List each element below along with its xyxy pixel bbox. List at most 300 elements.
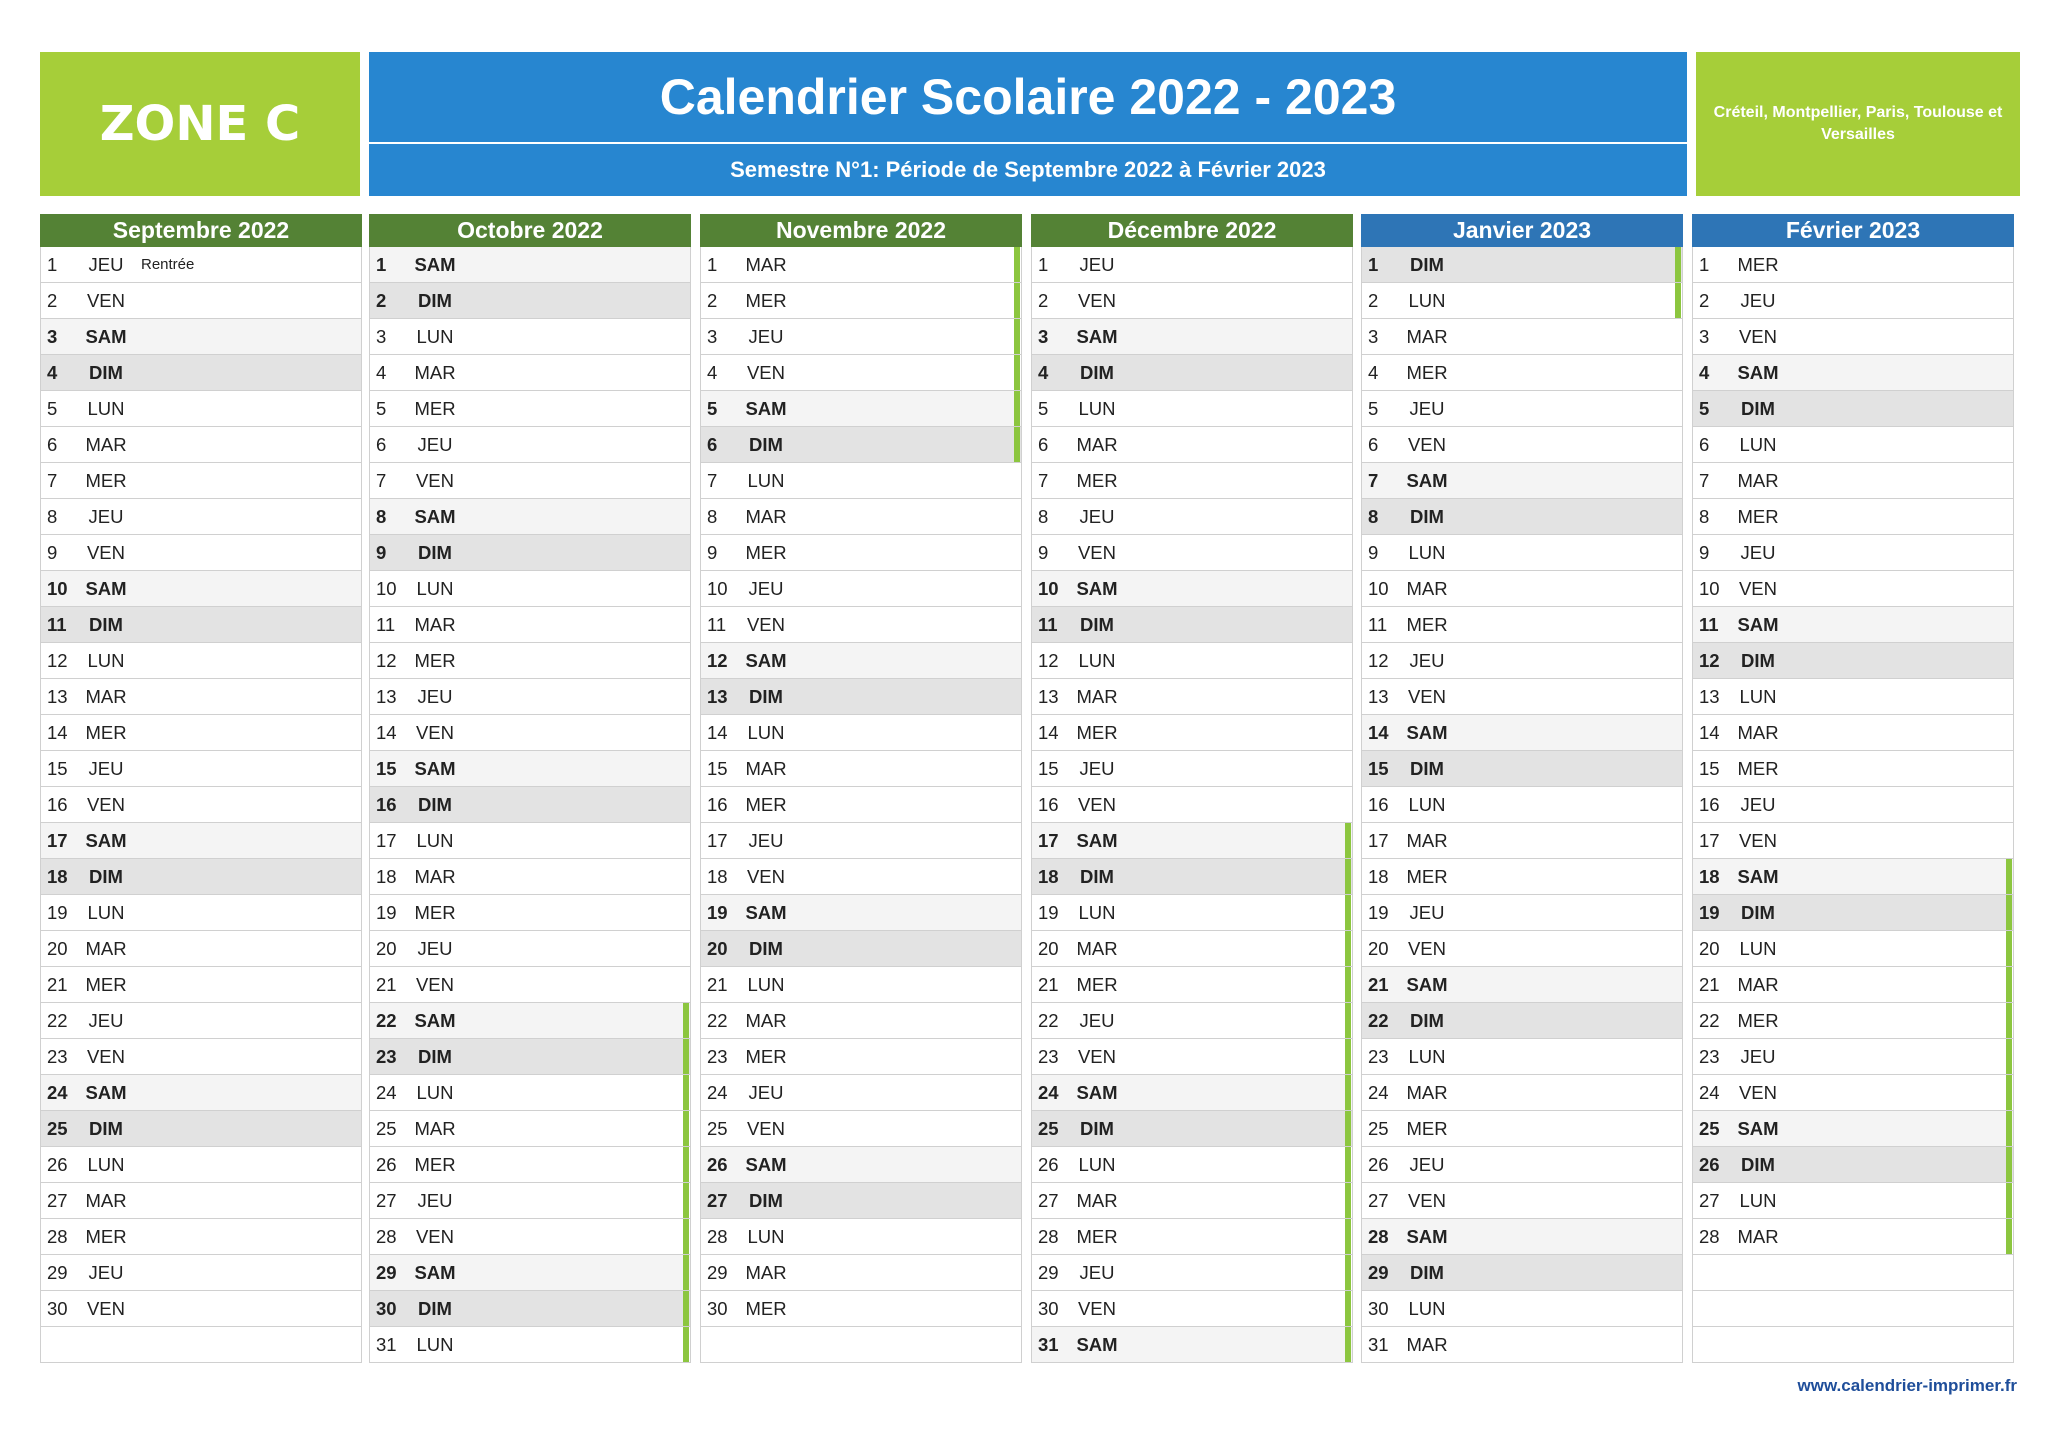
weekday-label: SAM bbox=[1076, 325, 1118, 347]
day-number: 14 bbox=[707, 721, 728, 743]
day-row bbox=[701, 894, 1021, 930]
day-row bbox=[701, 858, 1021, 894]
day-number: 14 bbox=[1699, 721, 1720, 743]
day-row bbox=[370, 822, 690, 858]
day-number: 12 bbox=[376, 649, 397, 671]
weekday-label: VEN bbox=[415, 721, 455, 743]
day-number: 28 bbox=[1368, 1225, 1389, 1247]
day-number: 17 bbox=[376, 829, 397, 851]
day-number: 19 bbox=[1699, 901, 1720, 923]
day-number: 19 bbox=[47, 901, 68, 923]
weekday-label: LUN bbox=[747, 469, 785, 491]
weekday-label: MAR bbox=[1737, 1225, 1779, 1247]
weekday-label: DIM bbox=[89, 361, 123, 383]
weekday-label: MER bbox=[745, 1045, 787, 1067]
day-row bbox=[1693, 1182, 2013, 1218]
day-number: 20 bbox=[47, 937, 68, 959]
day-row bbox=[1693, 498, 2013, 534]
day-row bbox=[1693, 678, 2013, 714]
day-number: 13 bbox=[1038, 685, 1059, 707]
day-row bbox=[370, 462, 690, 498]
day-row bbox=[1362, 1254, 1682, 1290]
day-row bbox=[1693, 822, 2013, 858]
day-row bbox=[1693, 1290, 2013, 1326]
month-header: Octobre 2022 bbox=[369, 214, 691, 247]
day-row bbox=[41, 858, 361, 894]
weekday-label: VEN bbox=[1407, 685, 1447, 707]
day-row bbox=[370, 390, 690, 426]
weekday-label: MAR bbox=[1406, 577, 1448, 599]
day-row bbox=[1693, 247, 2013, 282]
day-number: 8 bbox=[707, 505, 718, 527]
weekday-label: LUN bbox=[1739, 1189, 1777, 1211]
day-row bbox=[701, 714, 1021, 750]
weekday-label: LUN bbox=[747, 721, 785, 743]
day-number: 1 bbox=[47, 253, 58, 275]
day-note: Rentrée bbox=[141, 256, 195, 273]
day-row bbox=[1693, 966, 2013, 1002]
day-row bbox=[1693, 462, 2013, 498]
day-row bbox=[1362, 426, 1682, 462]
day-row bbox=[1362, 642, 1682, 678]
month-column bbox=[1692, 214, 2014, 1363]
day-number: 5 bbox=[1368, 397, 1379, 419]
day-number: 29 bbox=[47, 1261, 68, 1283]
weekday-label: LUN bbox=[416, 325, 454, 347]
day-row bbox=[1362, 858, 1682, 894]
weekday-label: MAR bbox=[1406, 1081, 1448, 1103]
day-number: 3 bbox=[707, 325, 718, 347]
day-number: 4 bbox=[1368, 361, 1379, 383]
day-row bbox=[1362, 966, 1682, 1002]
day-row bbox=[41, 247, 361, 282]
weekday-label: LUN bbox=[1078, 649, 1116, 671]
day-row bbox=[370, 1110, 690, 1146]
weekday-label: MER bbox=[745, 541, 787, 563]
day-number: 27 bbox=[1699, 1189, 1720, 1211]
day-number: 2 bbox=[47, 289, 58, 311]
weekday-label: JEU bbox=[88, 1009, 124, 1031]
day-row bbox=[1032, 1146, 1352, 1182]
day-number: 31 bbox=[1368, 1333, 1389, 1355]
day-number: 6 bbox=[1368, 433, 1379, 455]
day-row bbox=[1693, 642, 2013, 678]
weekday-label: DIM bbox=[1741, 1153, 1775, 1175]
day-row bbox=[370, 1146, 690, 1182]
day-list bbox=[1361, 247, 1683, 1363]
day-row bbox=[370, 570, 690, 606]
day-number: 22 bbox=[47, 1009, 68, 1031]
day-number: 18 bbox=[707, 865, 728, 887]
day-number: 21 bbox=[1038, 973, 1059, 995]
day-number: 17 bbox=[47, 829, 68, 851]
day-row bbox=[1362, 1038, 1682, 1074]
day-row bbox=[41, 750, 361, 786]
weekday-label: MAR bbox=[745, 253, 787, 275]
day-row bbox=[701, 1110, 1021, 1146]
day-row bbox=[1693, 282, 2013, 318]
day-row bbox=[701, 1038, 1021, 1074]
day-row bbox=[1693, 1218, 2013, 1254]
day-row bbox=[41, 822, 361, 858]
day-number: 12 bbox=[707, 649, 728, 671]
day-row bbox=[41, 390, 361, 426]
day-number: 12 bbox=[1699, 649, 1720, 671]
day-row bbox=[1362, 894, 1682, 930]
day-number: 16 bbox=[707, 793, 728, 815]
day-row bbox=[1362, 678, 1682, 714]
day-number: 11 bbox=[376, 613, 396, 635]
weekday-label: SAM bbox=[1076, 829, 1118, 851]
day-row bbox=[41, 462, 361, 498]
day-row bbox=[1693, 1074, 2013, 1110]
day-number: 1 bbox=[1368, 253, 1379, 275]
weekday-label: MAR bbox=[1406, 325, 1448, 347]
day-number: 14 bbox=[376, 721, 397, 743]
weekday-label: VEN bbox=[86, 1297, 126, 1319]
weekday-label: MER bbox=[745, 1297, 787, 1319]
zone-cities: Créteil, Montpellier, Paris, Toulouse et Versailles bbox=[1696, 52, 2020, 196]
day-number: 1 bbox=[1038, 253, 1049, 275]
weekday-label: DIM bbox=[1080, 865, 1114, 887]
day-row bbox=[41, 966, 361, 1002]
weekday-label: JEU bbox=[88, 505, 124, 527]
weekday-label: LUN bbox=[87, 901, 125, 923]
day-row bbox=[1032, 1254, 1352, 1290]
day-number: 23 bbox=[707, 1045, 728, 1067]
weekday-label: MER bbox=[1737, 1009, 1779, 1031]
weekday-label: DIM bbox=[749, 1189, 783, 1211]
day-number: 14 bbox=[1368, 721, 1389, 743]
weekday-label: MER bbox=[1076, 721, 1118, 743]
day-number: 25 bbox=[707, 1117, 728, 1139]
weekday-label: SAM bbox=[85, 325, 127, 347]
day-row bbox=[1032, 642, 1352, 678]
weekday-label: DIM bbox=[1741, 649, 1775, 671]
weekday-label: LUN bbox=[1739, 685, 1777, 707]
day-row bbox=[1362, 786, 1682, 822]
weekday-label: DIM bbox=[749, 685, 783, 707]
weekday-label: JEU bbox=[1740, 1045, 1776, 1067]
weekday-label: VEN bbox=[415, 469, 455, 491]
title-banner bbox=[369, 52, 1687, 196]
day-row bbox=[701, 354, 1021, 390]
weekday-label: SAM bbox=[414, 505, 456, 527]
day-row bbox=[370, 606, 690, 642]
weekday-label: DIM bbox=[1741, 901, 1775, 923]
day-row bbox=[1693, 858, 2013, 894]
day-row bbox=[1693, 894, 2013, 930]
day-number: 29 bbox=[1038, 1261, 1059, 1283]
day-row bbox=[41, 354, 361, 390]
day-number: 7 bbox=[1368, 469, 1379, 491]
day-number: 22 bbox=[376, 1009, 397, 1031]
day-row bbox=[1032, 1038, 1352, 1074]
day-row bbox=[701, 822, 1021, 858]
day-number: 9 bbox=[1038, 541, 1049, 563]
day-row bbox=[1362, 1002, 1682, 1038]
day-row bbox=[701, 534, 1021, 570]
weekday-label: MER bbox=[1406, 361, 1448, 383]
weekday-label: LUN bbox=[416, 829, 454, 851]
weekday-label: VEN bbox=[746, 1117, 786, 1139]
day-number: 15 bbox=[1038, 757, 1059, 779]
weekday-label: VEN bbox=[1738, 325, 1778, 347]
day-number: 18 bbox=[1368, 865, 1389, 887]
day-number: 5 bbox=[1699, 397, 1710, 419]
day-row bbox=[41, 606, 361, 642]
day-number: 27 bbox=[1038, 1189, 1059, 1211]
day-number: 2 bbox=[1699, 289, 1710, 311]
weekday-label: JEU bbox=[417, 1189, 453, 1211]
day-row bbox=[1693, 1254, 2013, 1290]
day-number: 10 bbox=[1368, 577, 1389, 599]
weekday-label: LUN bbox=[1078, 901, 1116, 923]
day-number: 3 bbox=[376, 325, 387, 347]
day-number: 16 bbox=[1699, 793, 1720, 815]
weekday-label: VEN bbox=[86, 289, 126, 311]
day-number: 5 bbox=[707, 397, 718, 419]
day-row bbox=[1693, 606, 2013, 642]
day-row bbox=[41, 1110, 361, 1146]
month-header: Novembre 2022 bbox=[700, 214, 1022, 247]
weekday-label: MAR bbox=[85, 685, 127, 707]
weekday-label: MAR bbox=[1406, 1333, 1448, 1355]
day-row bbox=[1362, 498, 1682, 534]
day-number: 5 bbox=[47, 397, 58, 419]
day-row bbox=[701, 498, 1021, 534]
day-number: 17 bbox=[1038, 829, 1059, 851]
day-number: 5 bbox=[376, 397, 387, 419]
weekday-label: MER bbox=[1737, 253, 1779, 275]
weekday-label: MAR bbox=[745, 505, 787, 527]
day-row bbox=[1362, 570, 1682, 606]
weekday-label: LUN bbox=[416, 1081, 454, 1103]
day-number: 26 bbox=[707, 1153, 728, 1175]
day-number: 23 bbox=[47, 1045, 68, 1067]
day-row bbox=[370, 642, 690, 678]
weekday-label: DIM bbox=[1410, 1009, 1444, 1031]
weekday-label: SAM bbox=[1406, 469, 1448, 491]
day-row bbox=[370, 1290, 690, 1326]
day-number: 13 bbox=[1699, 685, 1720, 707]
weekday-label: VEN bbox=[415, 1225, 455, 1247]
day-row bbox=[41, 930, 361, 966]
weekday-label: SAM bbox=[1737, 1117, 1779, 1139]
day-number: 27 bbox=[376, 1189, 397, 1211]
weekday-label: VEN bbox=[1407, 937, 1447, 959]
day-number: 27 bbox=[707, 1189, 728, 1211]
day-row bbox=[1032, 462, 1352, 498]
weekday-label: JEU bbox=[1079, 1009, 1115, 1031]
day-row bbox=[701, 642, 1021, 678]
day-row bbox=[1362, 606, 1682, 642]
weekday-label: JEU bbox=[748, 1081, 784, 1103]
day-number: 30 bbox=[707, 1297, 728, 1319]
day-number: 18 bbox=[376, 865, 397, 887]
weekday-label: MAR bbox=[1737, 721, 1779, 743]
weekday-label: MER bbox=[1406, 613, 1448, 635]
day-number: 8 bbox=[1038, 505, 1049, 527]
day-number: 21 bbox=[376, 973, 397, 995]
day-row bbox=[701, 570, 1021, 606]
weekday-label: DIM bbox=[1741, 397, 1775, 419]
weekday-label: MER bbox=[1406, 865, 1448, 887]
day-number: 29 bbox=[376, 1261, 397, 1283]
day-row bbox=[41, 534, 361, 570]
day-row bbox=[1362, 1326, 1682, 1362]
day-row bbox=[1362, 1290, 1682, 1326]
weekday-label: MER bbox=[414, 1153, 456, 1175]
footer-link[interactable]: www.calendrier-imprimer.fr bbox=[1797, 1376, 2017, 1395]
weekday-label: MAR bbox=[1076, 433, 1118, 455]
day-number: 11 bbox=[47, 613, 67, 635]
weekday-label: VEN bbox=[1077, 793, 1117, 815]
weekday-label: MAR bbox=[1076, 937, 1118, 959]
day-number: 24 bbox=[376, 1081, 397, 1103]
weekday-label: LUN bbox=[416, 577, 454, 599]
day-row bbox=[370, 750, 690, 786]
day-row bbox=[1032, 786, 1352, 822]
month-header: Janvier 2023 bbox=[1361, 214, 1683, 247]
weekday-label: LUN bbox=[747, 973, 785, 995]
day-number: 28 bbox=[707, 1225, 728, 1247]
weekday-label: SAM bbox=[1076, 1081, 1118, 1103]
weekday-label: SAM bbox=[414, 253, 456, 275]
day-number: 19 bbox=[376, 901, 397, 923]
weekday-label: LUN bbox=[1078, 397, 1116, 419]
day-row bbox=[1693, 318, 2013, 354]
day-row bbox=[701, 1074, 1021, 1110]
day-number: 18 bbox=[1038, 865, 1059, 887]
day-row bbox=[701, 678, 1021, 714]
weekday-label: JEU bbox=[1079, 757, 1115, 779]
day-number: 4 bbox=[707, 361, 718, 383]
day-number: 20 bbox=[1368, 937, 1389, 959]
weekday-label: DIM bbox=[418, 1297, 452, 1319]
day-number: 9 bbox=[707, 541, 718, 563]
day-row bbox=[1032, 1110, 1352, 1146]
weekday-label: SAM bbox=[745, 397, 787, 419]
weekday-label: MER bbox=[745, 289, 787, 311]
day-row bbox=[1362, 1146, 1682, 1182]
day-number: 20 bbox=[376, 937, 397, 959]
day-number: 29 bbox=[707, 1261, 728, 1283]
day-row bbox=[41, 678, 361, 714]
weekday-label: VEN bbox=[1077, 541, 1117, 563]
weekday-label: SAM bbox=[1406, 1225, 1448, 1247]
day-row bbox=[41, 1038, 361, 1074]
weekday-label: MER bbox=[1406, 1117, 1448, 1139]
day-number: 10 bbox=[47, 577, 68, 599]
month-header: Septembre 2022 bbox=[40, 214, 362, 247]
day-number: 26 bbox=[1368, 1153, 1389, 1175]
day-row bbox=[1362, 318, 1682, 354]
day-number: 6 bbox=[1038, 433, 1049, 455]
weekday-label: JEU bbox=[1409, 1153, 1445, 1175]
day-row bbox=[41, 1290, 361, 1326]
day-number: 18 bbox=[47, 865, 68, 887]
weekday-label: DIM bbox=[1080, 361, 1114, 383]
day-row bbox=[701, 750, 1021, 786]
weekday-label: VEN bbox=[1407, 433, 1447, 455]
weekday-label: MAR bbox=[1406, 829, 1448, 851]
month-header: Février 2023 bbox=[1692, 214, 2014, 247]
day-number: 18 bbox=[1699, 865, 1720, 887]
weekday-label: SAM bbox=[1737, 613, 1779, 635]
day-row bbox=[41, 1074, 361, 1110]
day-row bbox=[370, 858, 690, 894]
day-number: 30 bbox=[1368, 1297, 1389, 1319]
day-number: 25 bbox=[1368, 1117, 1389, 1139]
weekday-label: LUN bbox=[1408, 1297, 1446, 1319]
day-row bbox=[1032, 1326, 1352, 1362]
day-row bbox=[1032, 750, 1352, 786]
day-row bbox=[1032, 390, 1352, 426]
day-row bbox=[370, 1218, 690, 1254]
weekday-label: MAR bbox=[85, 1189, 127, 1211]
day-number: 1 bbox=[1699, 253, 1710, 275]
month-column bbox=[700, 214, 1022, 1363]
weekday-label: SAM bbox=[1076, 1333, 1118, 1355]
day-row bbox=[1693, 570, 2013, 606]
day-number: 3 bbox=[47, 325, 58, 347]
weekday-label: DIM bbox=[1080, 613, 1114, 635]
day-number: 17 bbox=[1368, 829, 1389, 851]
weekday-label: DIM bbox=[1410, 505, 1444, 527]
weekday-label: SAM bbox=[1737, 865, 1779, 887]
day-number: 4 bbox=[376, 361, 387, 383]
day-number: 17 bbox=[1699, 829, 1720, 851]
weekday-label: DIM bbox=[418, 1045, 452, 1067]
zone-label: ZONE C bbox=[40, 52, 360, 196]
weekday-label: VEN bbox=[1077, 289, 1117, 311]
weekday-label: MER bbox=[745, 793, 787, 815]
day-number: 19 bbox=[707, 901, 728, 923]
weekday-label: DIM bbox=[418, 793, 452, 815]
weekday-label: DIM bbox=[89, 613, 123, 635]
day-number: 23 bbox=[1368, 1045, 1389, 1067]
day-number: 23 bbox=[376, 1045, 397, 1067]
day-number: 6 bbox=[707, 433, 718, 455]
day-row bbox=[1362, 462, 1682, 498]
day-row bbox=[41, 1002, 361, 1038]
weekday-label: MAR bbox=[1737, 469, 1779, 491]
day-row bbox=[370, 354, 690, 390]
day-number: 12 bbox=[1038, 649, 1059, 671]
weekday-label: MAR bbox=[414, 361, 456, 383]
day-number: 14 bbox=[1038, 721, 1059, 743]
weekday-label: DIM bbox=[1410, 1261, 1444, 1283]
weekday-label: SAM bbox=[414, 1009, 456, 1031]
day-row bbox=[1032, 894, 1352, 930]
day-number: 20 bbox=[1699, 937, 1720, 959]
weekday-label: MER bbox=[85, 973, 127, 995]
day-row bbox=[41, 282, 361, 318]
weekday-label: MAR bbox=[745, 757, 787, 779]
day-row bbox=[1362, 354, 1682, 390]
day-row bbox=[1032, 534, 1352, 570]
weekday-label: JEU bbox=[1079, 505, 1115, 527]
weekday-label: MER bbox=[85, 721, 127, 743]
day-number: 28 bbox=[376, 1225, 397, 1247]
weekday-label: LUN bbox=[416, 1333, 454, 1355]
weekday-label: VEN bbox=[86, 1045, 126, 1067]
weekday-label: LUN bbox=[1408, 541, 1446, 563]
day-row bbox=[1032, 247, 1352, 282]
day-row bbox=[1362, 1110, 1682, 1146]
day-list bbox=[1692, 247, 2014, 1363]
